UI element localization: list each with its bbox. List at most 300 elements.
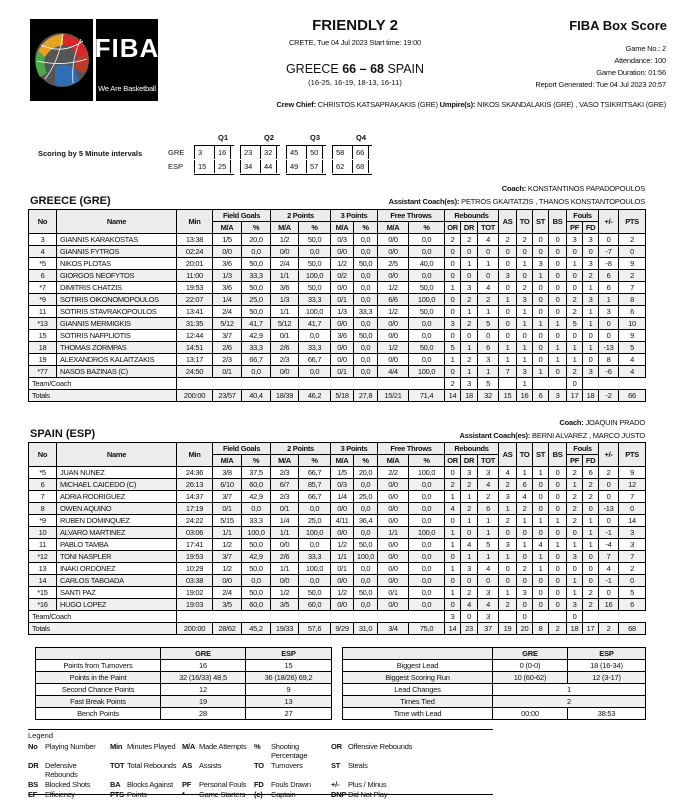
stat-cell: 1/2 bbox=[331, 587, 354, 599]
stat-cell: 60,0 bbox=[242, 479, 271, 491]
player-row bbox=[29, 563, 646, 575]
stat-cell: 0 bbox=[445, 270, 461, 282]
player-number: *9 bbox=[29, 294, 57, 306]
col-pts: PTS bbox=[619, 443, 646, 467]
stat-cell: -13 bbox=[599, 503, 619, 515]
stat-cell: 5/12 bbox=[271, 318, 299, 330]
lead-row bbox=[343, 696, 646, 708]
stat-cell: 3/7 bbox=[213, 551, 242, 563]
points-row bbox=[36, 672, 332, 684]
player-name: THOMAS ZORMPAS bbox=[57, 342, 177, 354]
total-cell: 18/39 bbox=[271, 390, 299, 402]
stat-cell: 0/0 bbox=[331, 342, 354, 354]
stat-cell: 0 bbox=[533, 342, 549, 354]
stat-cell: 4 bbox=[478, 563, 499, 575]
stat-cell: -1 bbox=[599, 527, 619, 539]
header-cell: ESP bbox=[568, 648, 646, 660]
stat-cell: 1 bbox=[549, 515, 567, 527]
stat-cell: 14:37 bbox=[177, 491, 213, 503]
row-value: 9 bbox=[246, 684, 332, 696]
stat-cell: 6 bbox=[619, 306, 646, 318]
row-label: Second Chance Points bbox=[36, 684, 161, 696]
stat-cell: 2 bbox=[461, 294, 478, 306]
legend-key: TO bbox=[254, 761, 264, 770]
stat-cell: 60,0 bbox=[242, 599, 271, 611]
stat-cell: 0,0 bbox=[354, 282, 378, 294]
stat-cell: 66,7 bbox=[242, 354, 271, 366]
player-row bbox=[29, 515, 646, 527]
player-row bbox=[29, 479, 646, 491]
row-value: 15 bbox=[246, 660, 332, 672]
stat-cell: 0/0 bbox=[378, 563, 409, 575]
stat-cell: 100,0 bbox=[242, 527, 271, 539]
stat-cell: 50,0 bbox=[242, 258, 271, 270]
crew-chief-label: Crew Chief: bbox=[276, 100, 316, 109]
interval-score: 16 bbox=[214, 146, 231, 159]
stat-cell: 2/3 bbox=[271, 467, 299, 479]
row-label: Biggest Lead bbox=[343, 660, 493, 672]
stat-cell: -1 bbox=[599, 575, 619, 587]
stat-cell: 36,4 bbox=[354, 515, 378, 527]
stat-cell: 0 bbox=[567, 330, 583, 342]
assistant-coaches bbox=[460, 431, 645, 440]
team-coach-row bbox=[29, 611, 646, 623]
stat-cell: 1/2 bbox=[213, 563, 242, 575]
stat-cell: 3 bbox=[583, 294, 599, 306]
stat-cell: 1 bbox=[583, 318, 599, 330]
stat-cell: 0 bbox=[478, 575, 499, 587]
stat-cell: 50,0 bbox=[354, 587, 378, 599]
stat-cell: 6/6 bbox=[378, 294, 409, 306]
interval-quarter-box bbox=[332, 145, 372, 175]
stat-cell: 0/0 bbox=[271, 575, 299, 587]
stat-cell: 1 bbox=[567, 258, 583, 270]
legend-key: M/A bbox=[182, 742, 196, 751]
interval-score: 25 bbox=[214, 160, 231, 173]
stat-cell: 0/0 bbox=[378, 246, 409, 258]
col-2-points: 2 Points bbox=[271, 443, 331, 455]
stat-cell: 0 bbox=[549, 563, 567, 575]
stat-cell: 3/7 bbox=[213, 491, 242, 503]
total-cell: 15/21 bbox=[378, 390, 409, 402]
stat-cell: 0 bbox=[499, 575, 517, 587]
stat-cell: 0 bbox=[445, 294, 461, 306]
stat-cell: 0/0 bbox=[331, 599, 354, 611]
legend-description: Personal Fouls bbox=[199, 780, 247, 789]
stat-cell: 0 bbox=[599, 587, 619, 599]
stat-cell: 1/2 bbox=[271, 234, 299, 246]
stat-cell: 100,0 bbox=[409, 467, 445, 479]
stat-cell: 1/3 bbox=[271, 294, 299, 306]
stat-cell: 1 bbox=[478, 306, 499, 318]
team-fouls: 0 bbox=[567, 611, 583, 623]
stat-cell: 1 bbox=[567, 575, 583, 587]
team-title: GREECE (GRE) bbox=[30, 195, 111, 207]
team-turnovers: 0 bbox=[517, 611, 533, 623]
stat-cell: 3 bbox=[583, 234, 599, 246]
stat-cell: 40,0 bbox=[409, 258, 445, 270]
stat-cell: 0,0 bbox=[242, 366, 271, 378]
stat-cell: 33,3 bbox=[299, 551, 331, 563]
stat-cell: 2 bbox=[567, 306, 583, 318]
stat-cell: 3 bbox=[478, 587, 499, 599]
player-name: ALEXANDROS KALAITZAKIS bbox=[57, 354, 177, 366]
stat-cell: 1/2 bbox=[331, 258, 354, 270]
stat-cell: 24:50 bbox=[177, 366, 213, 378]
interval-score: 44 bbox=[260, 160, 277, 173]
stat-cell: 3 bbox=[461, 563, 478, 575]
col-made-attempts: M/A bbox=[271, 222, 299, 234]
team-fouls: 0 bbox=[567, 378, 583, 390]
stat-cell: 0 bbox=[533, 527, 549, 539]
team-turnovers: 1 bbox=[517, 378, 533, 390]
col-percentage: % bbox=[354, 222, 378, 234]
final-score bbox=[250, 62, 460, 76]
stat-cell: 0 bbox=[445, 551, 461, 563]
total-cell: 19 bbox=[499, 623, 517, 635]
lead-row bbox=[343, 684, 646, 696]
stat-cell: 0 bbox=[549, 306, 567, 318]
lead-row bbox=[343, 660, 646, 672]
stat-cell: 2 bbox=[517, 234, 533, 246]
stat-cell: 2 bbox=[567, 366, 583, 378]
player-name: CARLOS TABOADA bbox=[57, 575, 177, 587]
stat-cell: 2 bbox=[478, 491, 499, 503]
stat-cell: 0 bbox=[517, 246, 533, 258]
col-dr: DR bbox=[461, 222, 478, 234]
player-name: GIANNIS KARAKOSTAS bbox=[57, 234, 177, 246]
stat-cell: 5/15 bbox=[213, 515, 242, 527]
stat-cell: 3 bbox=[533, 258, 549, 270]
stat-cell: 42,9 bbox=[242, 330, 271, 342]
stat-cell: 33,3 bbox=[242, 270, 271, 282]
stat-cell: 3 bbox=[567, 234, 583, 246]
stat-cell: 1 bbox=[517, 539, 533, 551]
stat-cell: 0,0 bbox=[354, 234, 378, 246]
stat-cell: 0,0 bbox=[409, 587, 445, 599]
row-label: Biggest Scoring Run bbox=[343, 672, 493, 684]
stat-cell: 3 bbox=[478, 354, 499, 366]
stat-cell: 1 bbox=[478, 551, 499, 563]
player-row bbox=[29, 366, 646, 378]
stat-cell: 0/0 bbox=[331, 527, 354, 539]
total-cell: 75,0 bbox=[409, 623, 445, 635]
stat-cell: 1 bbox=[445, 587, 461, 599]
totals-label: Totals bbox=[29, 390, 177, 402]
stat-cell: 0 bbox=[599, 234, 619, 246]
stat-cell: 0/2 bbox=[331, 270, 354, 282]
stat-cell: 1 bbox=[583, 539, 599, 551]
col-fouls: Fouls bbox=[567, 443, 599, 455]
stat-cell: 1 bbox=[583, 515, 599, 527]
stat-cell: 1/4 bbox=[271, 515, 299, 527]
stat-cell: 0,0 bbox=[409, 318, 445, 330]
stat-cell: 0,0 bbox=[354, 599, 378, 611]
player-name: ALVARO MARTINEZ bbox=[57, 527, 177, 539]
stat-cell: 0 bbox=[619, 246, 646, 258]
total-cell: 19/33 bbox=[271, 623, 299, 635]
stat-cell: 0,0 bbox=[409, 330, 445, 342]
total-cell: 2 bbox=[549, 623, 567, 635]
stat-cell: 0/1 bbox=[213, 503, 242, 515]
stat-cell: 2 bbox=[619, 563, 646, 575]
legend-key: TOT bbox=[110, 761, 125, 770]
player-number: 10 bbox=[29, 527, 57, 539]
stat-cell: 0 bbox=[599, 491, 619, 503]
stat-cell: 0/0 bbox=[378, 318, 409, 330]
stat-cell: 0 bbox=[533, 587, 549, 599]
stat-cell: 0,0 bbox=[354, 318, 378, 330]
stat-cell: 4 bbox=[599, 563, 619, 575]
report-generated: Report Generated: Tue 04 Jul 2023 20:57 bbox=[535, 80, 666, 89]
score-dash: – bbox=[359, 62, 367, 76]
player-name: JUAN NUNEZ bbox=[57, 467, 177, 479]
stat-cell: 1 bbox=[461, 342, 478, 354]
legend-key: AS bbox=[182, 761, 193, 770]
total-cell: 2 bbox=[599, 623, 619, 635]
interval-score: 57 bbox=[306, 160, 323, 173]
legend-description: Captain bbox=[271, 790, 296, 799]
stat-cell: 12 bbox=[619, 479, 646, 491]
stat-cell: 0 bbox=[461, 246, 478, 258]
player-name: RUBEN DOMINQUEZ bbox=[57, 515, 177, 527]
stat-cell: 0 bbox=[583, 563, 599, 575]
stat-cell: -6 bbox=[599, 366, 619, 378]
total-cell: 68 bbox=[619, 623, 646, 635]
stat-cell: 0/3 bbox=[331, 479, 354, 491]
legend-description: Blocks Against bbox=[127, 780, 173, 789]
row-value: 32 (16/33) 48,5 bbox=[161, 672, 246, 684]
stat-cell: 16 bbox=[599, 599, 619, 611]
interval-score: 68 bbox=[352, 160, 369, 173]
stat-cell: 0 bbox=[478, 330, 499, 342]
stat-cell: 17:41 bbox=[177, 539, 213, 551]
total-cell: 57,6 bbox=[299, 623, 331, 635]
stat-cell: 0 bbox=[549, 599, 567, 611]
legend-key: BA bbox=[110, 780, 121, 789]
player-row bbox=[29, 282, 646, 294]
stat-cell: 0/0 bbox=[331, 318, 354, 330]
stat-cell: 0 bbox=[499, 527, 517, 539]
player-number: 7 bbox=[29, 491, 57, 503]
player-row bbox=[29, 258, 646, 270]
stat-cell: 0 bbox=[445, 366, 461, 378]
col-plus-minus: +/- bbox=[599, 210, 619, 234]
team-rebound-or: 3 bbox=[445, 611, 461, 623]
stat-cell: 33,3 bbox=[299, 294, 331, 306]
stat-cell: 2/3 bbox=[271, 354, 299, 366]
crew-chief: CHRISTOS KATSAPRAKAKIS (GRE) bbox=[317, 100, 438, 109]
legend-description: Fouls Drawn bbox=[271, 780, 311, 789]
player-number: *12 bbox=[29, 551, 57, 563]
header-row bbox=[29, 210, 646, 222]
stat-cell: 0 bbox=[583, 354, 599, 366]
stat-cell: 2 bbox=[445, 234, 461, 246]
total-cell: 20 bbox=[517, 623, 533, 635]
stat-cell: 4 bbox=[461, 599, 478, 611]
player-number: 11 bbox=[29, 306, 57, 318]
stat-cell: 2/4 bbox=[213, 306, 242, 318]
row-value-esp: 38:53 bbox=[568, 708, 646, 720]
header-cell bbox=[36, 648, 161, 660]
stat-cell: 100,0 bbox=[299, 306, 331, 318]
stat-cell: 3 bbox=[583, 258, 599, 270]
stat-cell: 5 bbox=[619, 342, 646, 354]
stat-cell: 0 bbox=[533, 575, 549, 587]
stat-cell: 1 bbox=[517, 342, 533, 354]
col-percentage: % bbox=[242, 222, 271, 234]
stat-cell: 0,0 bbox=[409, 599, 445, 611]
stat-cell: 0,0 bbox=[354, 575, 378, 587]
player-name: GIANNIS FYTROS bbox=[57, 246, 177, 258]
col-bs: BS bbox=[549, 443, 567, 467]
legend-description: Plus / Minus bbox=[348, 780, 387, 789]
stat-cell: 0 bbox=[499, 306, 517, 318]
stat-cell: 4 bbox=[619, 354, 646, 366]
stat-cell: 0,0 bbox=[354, 563, 378, 575]
stat-cell: 0,0 bbox=[409, 354, 445, 366]
header-cell: GRE bbox=[161, 648, 246, 660]
stat-cell: 2 bbox=[567, 515, 583, 527]
col-fouls: Fouls bbox=[567, 210, 599, 222]
stat-cell: 0/0 bbox=[378, 491, 409, 503]
stat-cell: 0,0 bbox=[409, 234, 445, 246]
stat-cell: 0/3 bbox=[331, 234, 354, 246]
stat-cell: 0/0 bbox=[213, 246, 242, 258]
stat-cell: 9 bbox=[619, 330, 646, 342]
col-pts: PTS bbox=[619, 210, 646, 234]
stat-cell: 1 bbox=[517, 515, 533, 527]
player-number: *7 bbox=[29, 282, 57, 294]
interval-quarter-box bbox=[240, 145, 280, 175]
stat-cell: 1 bbox=[549, 539, 567, 551]
stat-cell: 6 bbox=[478, 503, 499, 515]
col-name: Name bbox=[57, 210, 177, 234]
col-fd: FD bbox=[583, 222, 599, 234]
total-cell: 9/29 bbox=[331, 623, 354, 635]
col-3-points: 3 Points bbox=[331, 443, 378, 455]
stat-cell: 1 bbox=[499, 503, 517, 515]
player-row bbox=[29, 246, 646, 258]
stat-cell: 3/6 bbox=[213, 258, 242, 270]
row-value: 28 bbox=[161, 708, 246, 720]
home-team-name: GREECE bbox=[285, 62, 339, 76]
stat-cell: 4 bbox=[461, 539, 478, 551]
team-rebound-tot: 3 bbox=[478, 611, 499, 623]
stat-cell: 41,7 bbox=[242, 318, 271, 330]
row-value-gre: 0 (0-0) bbox=[493, 660, 568, 672]
stat-cell: 0 bbox=[445, 258, 461, 270]
stat-cell: 0 bbox=[461, 527, 478, 539]
stat-cell: 0/1 bbox=[378, 587, 409, 599]
row-label: Times Tied bbox=[343, 696, 493, 708]
player-row bbox=[29, 599, 646, 611]
stat-cell: 0 bbox=[533, 294, 549, 306]
stat-cell: 0 bbox=[533, 246, 549, 258]
stat-cell: 1 bbox=[445, 527, 461, 539]
player-number: 13 bbox=[29, 563, 57, 575]
player-row bbox=[29, 306, 646, 318]
legend-description: Assists bbox=[199, 761, 222, 770]
report-title: FIBA Box Score bbox=[569, 18, 667, 33]
legend-key: OR bbox=[331, 742, 342, 751]
header-row bbox=[36, 648, 332, 660]
stat-cell: 0/0 bbox=[271, 539, 299, 551]
stat-cell: 2/6 bbox=[271, 342, 299, 354]
assistant-label: Assistant Coach(es): bbox=[388, 197, 460, 206]
total-cell: 15 bbox=[499, 390, 517, 402]
stat-cell: 100,0 bbox=[354, 551, 378, 563]
stat-cell: 3 bbox=[499, 491, 517, 503]
stat-cell: 0,0 bbox=[409, 551, 445, 563]
stat-cell: 1 bbox=[445, 491, 461, 503]
player-number: 19 bbox=[29, 354, 57, 366]
player-row bbox=[29, 575, 646, 587]
stat-cell: 0 bbox=[549, 246, 567, 258]
stat-cell: 3/7 bbox=[213, 330, 242, 342]
stat-cell: 1 bbox=[583, 282, 599, 294]
stat-cell: 0,0 bbox=[354, 479, 378, 491]
stat-cell: 50,0 bbox=[299, 282, 331, 294]
stat-cell: 6 bbox=[599, 282, 619, 294]
coach-name: KONSTANTINOS PAPADOPOULOS bbox=[527, 184, 645, 193]
player-number: 6 bbox=[29, 270, 57, 282]
stat-cell: 2 bbox=[499, 599, 517, 611]
total-cell: 3 bbox=[549, 390, 567, 402]
stat-cell: 4 bbox=[478, 282, 499, 294]
stat-cell: 1 bbox=[499, 342, 517, 354]
stat-cell: 0 bbox=[567, 563, 583, 575]
stat-cell: 0/0 bbox=[331, 246, 354, 258]
stat-cell: 11:00 bbox=[177, 270, 213, 282]
points-table bbox=[35, 647, 332, 720]
officials bbox=[180, 99, 666, 111]
stat-cell: 0 bbox=[533, 503, 549, 515]
stat-cell: 1/4 bbox=[213, 294, 242, 306]
lead-row bbox=[343, 708, 646, 720]
player-row bbox=[29, 551, 646, 563]
stat-cell: 5 bbox=[478, 539, 499, 551]
stat-cell: 0 bbox=[549, 294, 567, 306]
stat-cell: 0 bbox=[567, 270, 583, 282]
stat-cell: 50,0 bbox=[242, 282, 271, 294]
stat-cell: 50,0 bbox=[354, 330, 378, 342]
col-made-attempts: M/A bbox=[378, 222, 409, 234]
col-no: No bbox=[29, 443, 57, 467]
row-value-gre: 00:00 bbox=[493, 708, 568, 720]
stat-cell: 0 bbox=[499, 246, 517, 258]
stat-cell: 100,0 bbox=[409, 294, 445, 306]
empty-cell bbox=[583, 611, 646, 623]
game-number: Game No.: 2 bbox=[625, 44, 666, 53]
stat-cell: 0/0 bbox=[378, 575, 409, 587]
stat-cell: 1 bbox=[549, 354, 567, 366]
stat-cell: 2 bbox=[567, 491, 583, 503]
points-row bbox=[36, 696, 332, 708]
stat-cell: 1 bbox=[499, 587, 517, 599]
col-2-points: 2 Points bbox=[271, 210, 331, 222]
stat-cell: 1/2 bbox=[271, 587, 299, 599]
stat-cell: 1/2 bbox=[378, 342, 409, 354]
col-rebounds: Rebounds bbox=[445, 443, 499, 455]
stat-cell: 0,0 bbox=[354, 246, 378, 258]
legend-key: DNP bbox=[331, 790, 347, 799]
team-coach bbox=[502, 184, 645, 193]
legend bbox=[28, 731, 498, 799]
stat-cell: 100,0 bbox=[409, 527, 445, 539]
total-cell: 6 bbox=[533, 390, 549, 402]
col-min: Min bbox=[177, 210, 213, 234]
